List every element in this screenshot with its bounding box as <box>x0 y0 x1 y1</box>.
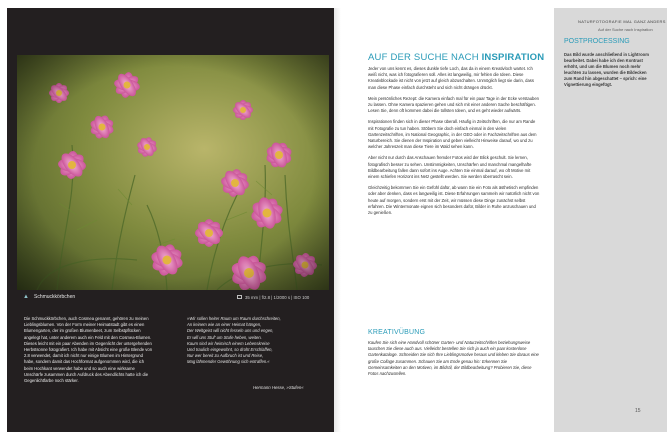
sidebar-heading: POSTPROCESSING <box>564 38 630 45</box>
quote-line: Nur wer bereit zu Aufbruch ist und Reise, <box>187 353 264 359</box>
cosmea-flower-photo <box>17 55 329 290</box>
page-title <box>368 52 544 63</box>
exercise-text: Kaufen Sie sich eine Handvoll schöner Garten- und Naturzeitschriften beziehungsweise tauschen Sie diese auch aus. Vielleicht bestellen Sie sich ja auch ein paar kostenlose Gartenkataloge. Schneiden Sie sich Ihre Lieblingsmotive heraus und kleben Sie daraus eine große Collage zusammen. Schauen Sie am Ende genau hin: Erkennen Sie Gemeinsamkeiten an den Motiven, im Bildstil, der Bildbearbeitung? Probieren Sie, diese Fotos nachzustellen. <box>368 340 539 377</box>
sidebar-box <box>554 8 667 432</box>
main-article <box>368 66 540 221</box>
running-subheader: Auf der Suche nach Inspiration <box>598 27 653 32</box>
quote-line: Mag lähmender Gewöhnung sich entraffen.« <box>187 359 270 365</box>
page-number: 15 <box>635 408 641 414</box>
flower-photo-illustration <box>17 55 329 290</box>
right-page <box>341 8 667 432</box>
article-paragraph: Aber nicht nur durch das Anschauen fremder Fotos wird der Blick geschult. Sie lernen, fotografisch besser zu sehen. Unstimmigkeiten, Unschärfen und manchmal mangelhafte Bildbearbeitung fallen dann sofort ins Auge. Achten Sie einmal darauf, wo oft Motive mit einem schiefen Horizont ins Netz gestellt werden. Sie werden überrascht sein. <box>368 155 532 180</box>
page-title-bold: INSPIRATION <box>481 52 545 63</box>
article-paragraph: Gleichzeitig bekommen Sie ein Gefühl dafür, ab wann Sie ein Foto als ästhetisch empfinden oder aber denken, dass es langweilig ist. Diese Erfahrungen sammeln wir natürlich nicht von heute auf morgen, sondern erst mit der Zeit, wir müssen diese Dinge zunächst selbst erfahren. Die Wintermonate eignen sich besonders dafür, Bilder in Ruhe anzuschauen und zu genießen. <box>368 185 540 216</box>
left-page <box>7 8 334 432</box>
sidebar-text: Das Bild wurde anschließend in Lightroom bearbeitet. Dabei habe ich den Kontrast erhöht, und um die Blumen noch mehr leuchten zu lassen, wurden die Bildecken zum Rand hin abgeschattet – sprich: eine Vignettierung eingefügt. <box>564 52 649 87</box>
photo-description-text: Die Schmuckkörbchen, auch Cosmea genannt, gehören zu meinen Lieblingsblumen. Von der Form meiner Heimatstadt gibt es einen Blumengarten, der im großen Blumenbeet, zum Selbstpflücken angelegt hat, unter anderem auch ein Feld mit den Cosmea-Blumen. Dieses leicht mit ein paar Abenden im Gegenlicht der untergehenden Herbstsonne fotografiert. Ich habe mit Absicht eine große Blende von 2.8 verwendet, damit ich nicht nur einige Blumen im Hintergrund habe, sondern damit das Hochformat aufgenommen wird, die ich beim Hochkant verwendet habe und so auch eine wirksame Unschärfe zusammen durch Aufdruck des Abendlichts hatte ich die Gegenlichtfarbe noch stärker. <box>24 316 153 384</box>
photo-caption <box>17 293 329 302</box>
running-header: NATURFOTOGRAFIE MAL GANZ ANDERS <box>578 19 666 24</box>
page-title-prefix: AUF DER SUCHE NACH <box>368 52 482 63</box>
book-spine <box>334 8 341 432</box>
article-paragraph: Inspirationen finden sich in dieser Phase überall. Häufig in Zeitschriften, die nur am Rande mit Fotografie zu tun haben. Stöbern Sie doch einfach einmal in den vielen Gartenzeitschriften, im National Geographic, in der GEO oder in Fachzeitschriften aus dem Naturbereich. Sie dienen der Inspiration und geben vielleicht Hinweise darauf, wo und zu welcher Jahreszeit man diese Tiere im Wald sehen kann. <box>368 119 537 150</box>
quote-line: Der Weltgeist will nicht fesseln uns und engen, <box>187 328 274 334</box>
quote-line: Kaum sind wir heimisch einem Lebenskreise <box>187 340 270 346</box>
caption-title: Schmuckkörbchen <box>34 294 76 300</box>
quote-line: Er will uns Stuf' um Stufe heben, weiten. <box>187 334 262 340</box>
camera-icon <box>237 295 242 299</box>
article-paragraph: Mein persönliches Rezept: die Kamera einfach mal für ein paar Tage in der Ecke verstauben zu lassen. Ohne Kamera spazieren gehen und sich mit einer anderen Sache beschäftigen. Lesen Sie, denn oft kommen dabei die tollsten Ideen, und es geht wieder aufwärts. <box>368 95 540 114</box>
triangle-marker-icon: ▲ <box>23 294 29 300</box>
photo-description <box>24 316 154 384</box>
quote-line: »Wir sollen heiter Raum um Raum durchschreiten, <box>187 316 281 321</box>
quote-line: An keinem wie an einer Heimat hängen, <box>187 322 262 328</box>
poem-quote <box>187 316 327 366</box>
exercise-heading: KREATIVÜBUNG <box>368 329 426 336</box>
article-paragraph: Jeder von uns kennt es, dieses dunkle tiefe Loch, das da in einem Kreativloch wartet. Ich weiß nicht, was ich fotografieren soll. Alles ist langweilig, mir fehlen die Ideen. Diese Kreativblockade ist nicht von jetzt auf gleich abzuschalten. Unmöglich liegt sie darin, dass man diese Phase einfach durchsteht und sich nicht drängen drückt. <box>368 66 534 90</box>
quote-author: Hermann Hesse, »Stufen« <box>253 385 304 390</box>
caption-exif: 35 mm | f/2.8 | 1/2000 s | ISO 100 <box>245 295 310 300</box>
quote-line: Und traulich eingewohnt, so droht Erschlaffen, <box>187 347 273 353</box>
